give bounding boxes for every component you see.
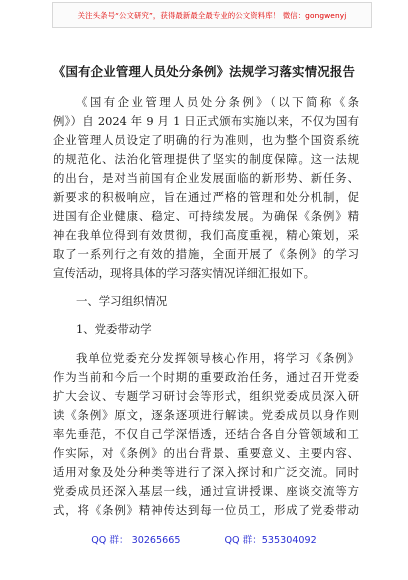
body-line: 宣传活动，现将具体的学习落实情况详细汇报如下。 [53, 266, 315, 280]
body-line: 的出台，是对当前国有企业发展面临的新形势、新任务、 [53, 171, 359, 185]
footer-contacts [0, 532, 408, 546]
body-line: 作为当前和今后一个时期的重要政治任务，通过召开党委 [53, 370, 359, 384]
body-line: 适用对象及处分种类等进行了深入探讨和广泛交流。同时 [53, 465, 359, 479]
body-line: 取了一系列行之有效的措施，全面开展了《条例》的学习 [53, 247, 359, 261]
body-line: 《国有企业管理人员处分条例》（以下简称《条 [76, 95, 359, 109]
body-line: 我单位党委充分发挥领导核心作用，将学习《条例》 [76, 351, 359, 365]
body-line: 进国有企业健康、稳定、可持续发展。为确保《条例》精 [53, 209, 359, 223]
body-line: 读《条例》原文，逐条逐项进行解读。党委成员以身作则 [53, 408, 359, 422]
body-line: 式，将《条例》精神传达到每一位员工，形成了党委带动 [53, 503, 359, 517]
footer-qq-group-1: QQ 群： 30265665 [91, 535, 181, 546]
body-line: 扩大会议、专题学习研讨会等形式，组织党委成员深入研 [53, 389, 359, 403]
section-heading: 一、学习组织情况 [76, 294, 168, 308]
body-line: 党委成员还深入基层一线，通过宣讲授课、座谈交流等方 [53, 484, 359, 498]
body-line: 新要求的积极响应，旨在通过严格的管理和处分机制，促 [53, 190, 359, 204]
banner-text: 关注头条号“公文研究”，获得最新最全最专业的公文资料库！ 微信：gongwenyj [77, 10, 347, 20]
body-line: 例》）自 2024 年 9 月 1 日正式颁布实施以来，不仅为国有 [53, 114, 359, 128]
document-title: 《国有企业管理人员处分条例》法规学习落实情况报告 [52, 64, 356, 79]
body-line: 的规范化、法治化管理提供了坚实的制度保障。这一法规 [53, 152, 359, 166]
footer-qq-group-2: QQ 群：535304092 [224, 535, 317, 546]
body-line: 神在我单位得到有效贯彻，我们高度重视，精心策划，采 [53, 228, 359, 242]
body-line: 作实际，对《条例》的出台背景、重要意义、主要内容、 [53, 446, 359, 460]
subsection-heading: 1、党委带动学 [76, 322, 152, 336]
header-banner [52, 2, 372, 28]
body-line: 率先垂范，不仅自己学深悟透，还结合各自分管领域和工 [53, 427, 359, 441]
body-line: 企业管理人员设定了明确的行为准则，也为整个国资系统 [53, 133, 359, 147]
